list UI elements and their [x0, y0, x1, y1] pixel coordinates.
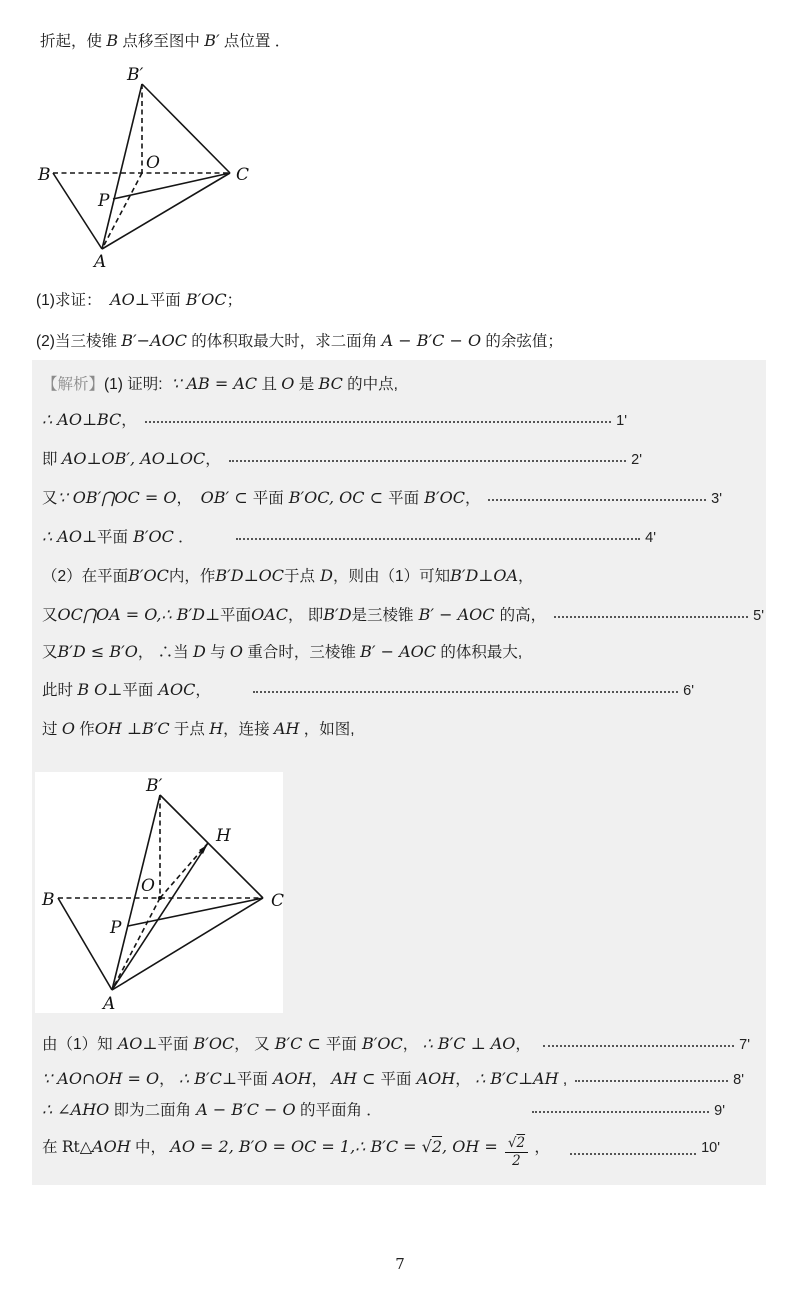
- solution-line: [42, 1136, 766, 1169]
- vertex-label-A: A: [103, 994, 116, 1014]
- text-run: A − B′C − O: [381, 331, 482, 350]
- text-run: ，: [402, 1036, 423, 1053]
- step-mark: 10': [701, 1140, 720, 1156]
- text-run: AO⊥: [112, 1034, 158, 1053]
- dotted-leader: [229, 459, 626, 462]
- step-mark: 8': [733, 1072, 744, 1088]
- text-run: (1)求证：: [36, 292, 111, 309]
- text-run: ∵ OB′⋂OC = O: [57, 488, 177, 507]
- text-run: 平面: [96, 529, 128, 546]
- text-run: 的体积最大,: [436, 644, 523, 661]
- vertex-label-C: C: [271, 891, 285, 911]
- text-run: ∴ AO⊥BC: [42, 410, 122, 429]
- solution-line: [42, 448, 766, 471]
- text-run: 此时: [42, 682, 78, 699]
- text-run: B′OC: [419, 488, 465, 507]
- text-run: ∴ B′C⊥AH: [475, 1069, 559, 1088]
- text-run: 平面: [122, 682, 154, 699]
- text-run: B′OC, OC ⊂: [283, 488, 389, 507]
- solution-line: [42, 409, 766, 432]
- vertex-label-B: B: [38, 165, 51, 185]
- dotted-leader: [236, 537, 641, 540]
- vertex-label-O: O: [141, 876, 155, 896]
- text-run: 即: [42, 451, 62, 468]
- text-run: ，: [121, 412, 137, 429]
- text-run: 的中点,: [342, 376, 398, 393]
- text-run: O: [229, 642, 244, 661]
- intro-line: [40, 29, 290, 51]
- text-run: 平面: [236, 1071, 268, 1088]
- text-run: ，: [455, 1071, 476, 1088]
- vertex-label-O: O: [146, 153, 160, 173]
- text-run: 是三棱锥: [351, 607, 414, 624]
- text-run: 平面: [388, 490, 420, 507]
- text-run: ，: [518, 568, 534, 585]
- edge-Bp-C-solid: [160, 795, 263, 898]
- edge-B-A-solid: [58, 898, 112, 990]
- page-number: 7: [395, 1255, 405, 1273]
- solution-line: [42, 718, 766, 740]
- text-run: 点移至图中: [118, 33, 205, 50]
- text-run: ∵ AO∩OH = O: [42, 1069, 160, 1088]
- dotted-leader: [543, 1044, 734, 1047]
- text-run: H: [209, 719, 224, 738]
- text-run: AO = 2, B′O = OC = 1,∴ B′C =: [170, 1137, 422, 1156]
- step-mark: 9': [714, 1103, 725, 1119]
- text-run: B′C ⊂: [269, 1034, 326, 1053]
- text-run: ，: [515, 1036, 536, 1053]
- text-run: B′OC: [128, 527, 174, 546]
- vertex-label-C: C: [236, 165, 250, 185]
- text-run: （2）在平面: [42, 568, 129, 585]
- text-run: ∵ AB = AC: [171, 374, 258, 393]
- text-run: 平面: [220, 607, 252, 624]
- text-run: B′D⊥OC: [215, 566, 285, 585]
- fraction: $\frac{√2}{2}$: [505, 1136, 528, 1169]
- text-run: D: [315, 566, 333, 585]
- text-run: 【解析】: [42, 376, 105, 393]
- figure-1-fold-tetrahedron: [35, 62, 255, 274]
- text-run: OC⋂OA = O,∴ B′D⊥: [57, 605, 221, 624]
- vertex-label-Bp: B′: [146, 776, 163, 796]
- step-mark: 7': [739, 1037, 750, 1053]
- solution-line: [42, 565, 766, 587]
- text-run: AO⊥OB′, AO⊥OC: [61, 449, 206, 468]
- text-run: 中，: [130, 1139, 171, 1156]
- edge-A-C-solid: [112, 898, 263, 990]
- solution-line: [42, 679, 766, 702]
- text-run: O: [61, 719, 75, 738]
- text-run: 又: [42, 490, 58, 507]
- text-run: AOC: [153, 680, 196, 699]
- text-run: (2)当三棱锥: [36, 333, 122, 350]
- vertex-label-P: P: [110, 918, 122, 938]
- text-run: ，: [195, 682, 211, 699]
- text-run: AOH: [411, 1069, 456, 1088]
- vertex-label-Bp: B′: [127, 65, 144, 85]
- solution-line: [42, 641, 766, 663]
- text-run: ，: [464, 490, 481, 507]
- text-run: B′−AOC: [121, 331, 187, 350]
- dotted-leader: [488, 498, 706, 501]
- edge-Bp-A-solid: [102, 84, 142, 249]
- text-run: (1) 证明:: [104, 376, 172, 393]
- text-run: A − B′C − O: [191, 1100, 296, 1119]
- edge-P-C-solid: [113, 173, 230, 199]
- step-mark: 4': [645, 530, 656, 546]
- solution-line: [42, 1099, 766, 1122]
- text-run: 与: [205, 644, 230, 661]
- text-run: Rt: [61, 1138, 80, 1156]
- text-run: 平面: [252, 490, 284, 507]
- text-run: 由（1）知: [42, 1036, 113, 1053]
- text-run: O: [281, 374, 295, 393]
- text-run: 重合时，三棱锥: [243, 644, 361, 661]
- text-run: ， 又: [234, 1036, 270, 1053]
- text-run: B′D⊥OA: [450, 566, 519, 585]
- text-run: OH ⊥B′C: [94, 719, 170, 738]
- text-run: ∴ ∠AHO: [42, 1100, 110, 1119]
- dotted-leader: [554, 615, 748, 618]
- text-run: D: [192, 642, 206, 661]
- text-run: ，连接: [223, 721, 274, 738]
- text-run: 平面: [149, 292, 181, 309]
- text-run: AH ⊂: [331, 1069, 381, 1088]
- text-run: OAC: [251, 605, 288, 624]
- text-run: 在: [42, 1139, 62, 1156]
- text-run: B: [106, 31, 119, 50]
- solution-line: [42, 604, 766, 627]
- edge-B-A-solid: [53, 173, 102, 249]
- dotted-leader: [575, 1079, 728, 1082]
- vertex-label-A: A: [94, 252, 107, 272]
- text-run: 的高，: [499, 607, 547, 624]
- text-run: 于点: [284, 568, 316, 585]
- text-run: 是: [294, 376, 319, 393]
- text-run: ；: [226, 292, 243, 309]
- text-run: 的平面角 ．: [295, 1102, 382, 1119]
- text-run: AOH: [267, 1069, 312, 1088]
- step-mark: 2': [631, 452, 642, 468]
- point-dot: [158, 896, 162, 900]
- text-run: 又: [42, 607, 58, 624]
- question-1: [36, 288, 242, 310]
- text-run: ∴ AO⊥: [42, 527, 97, 546]
- text-run: 且: [257, 376, 282, 393]
- vertex-label-H: H: [216, 826, 231, 846]
- solution-box: [32, 360, 766, 1185]
- text-run: ，: [311, 1071, 332, 1088]
- text-run: 内，作: [168, 568, 216, 585]
- step-mark: 1': [616, 413, 627, 429]
- text-run: 点位置 ．: [219, 33, 291, 50]
- text-run: 过: [42, 721, 62, 738]
- text-run: ，: [530, 1139, 550, 1156]
- text-run: B′: [204, 31, 220, 50]
- dotted-leader: [570, 1152, 696, 1155]
- text-run: ，如图,: [299, 721, 355, 738]
- text-run: B′OC: [188, 1034, 235, 1053]
- step-mark: 3': [711, 491, 722, 507]
- sqrt-expression: √2: [421, 1137, 443, 1156]
- text-run: ，: [159, 1071, 179, 1088]
- step-mark: 6': [683, 683, 694, 699]
- text-run: △AOH: [79, 1137, 131, 1156]
- text-run: ∴ B′C ⊥ AO: [422, 1034, 516, 1053]
- text-run: ，: [176, 490, 201, 507]
- text-run: 即为二面角: [109, 1102, 192, 1119]
- dotted-leader: [253, 690, 678, 693]
- dotted-leader: [532, 1110, 709, 1113]
- solution-line: [42, 1068, 766, 1091]
- text-run: , OH =: [442, 1137, 503, 1156]
- figure-2-with-H: [35, 772, 283, 1013]
- text-run: B′ − AOC: [360, 642, 437, 661]
- text-run: OB′ ⊂: [200, 488, 253, 507]
- text-run: AH: [273, 719, 300, 738]
- text-run: 折起，使: [40, 33, 107, 50]
- text-run: ， ∴当: [137, 644, 193, 661]
- text-run: ，: [205, 451, 221, 468]
- text-run: B′OC: [180, 290, 227, 309]
- text-run: B O⊥: [77, 680, 123, 699]
- text-run: 平面: [380, 1071, 412, 1088]
- text-run: BC: [318, 374, 343, 393]
- text-run: 又: [42, 644, 58, 661]
- text-run: 平面: [157, 1036, 189, 1053]
- solution-line: [42, 373, 766, 395]
- dotted-leader: [145, 420, 611, 423]
- text-run: ∴ B′C⊥: [178, 1069, 237, 1088]
- step-mark: 5': [753, 608, 764, 624]
- vertex-label-P: P: [98, 191, 110, 211]
- text-run: B′OC: [356, 1034, 403, 1053]
- text-run: 的余弦值；: [481, 333, 563, 350]
- text-run: ， 即: [287, 607, 324, 624]
- solution-line: [42, 487, 766, 510]
- text-run: 于点: [169, 721, 210, 738]
- text-run: B′D: [323, 605, 352, 624]
- text-run: B′D ≤ B′O: [57, 642, 138, 661]
- text-run: ，则由（1）可知: [332, 568, 451, 585]
- text-run: 平面: [325, 1036, 357, 1053]
- vertex-label-B: B: [42, 890, 55, 910]
- text-run: B′ − AOC: [413, 605, 500, 624]
- text-run: B′OC: [128, 566, 169, 585]
- text-run: ．: [173, 529, 194, 546]
- text-run: ,: [558, 1071, 568, 1088]
- text-run: 作: [74, 721, 95, 738]
- solution-line: [42, 526, 766, 549]
- text-run: AO⊥: [110, 290, 150, 309]
- question-2: [36, 329, 563, 351]
- solution-line: [42, 1033, 766, 1056]
- text-run: 的体积取最大时，求二面角: [186, 333, 382, 350]
